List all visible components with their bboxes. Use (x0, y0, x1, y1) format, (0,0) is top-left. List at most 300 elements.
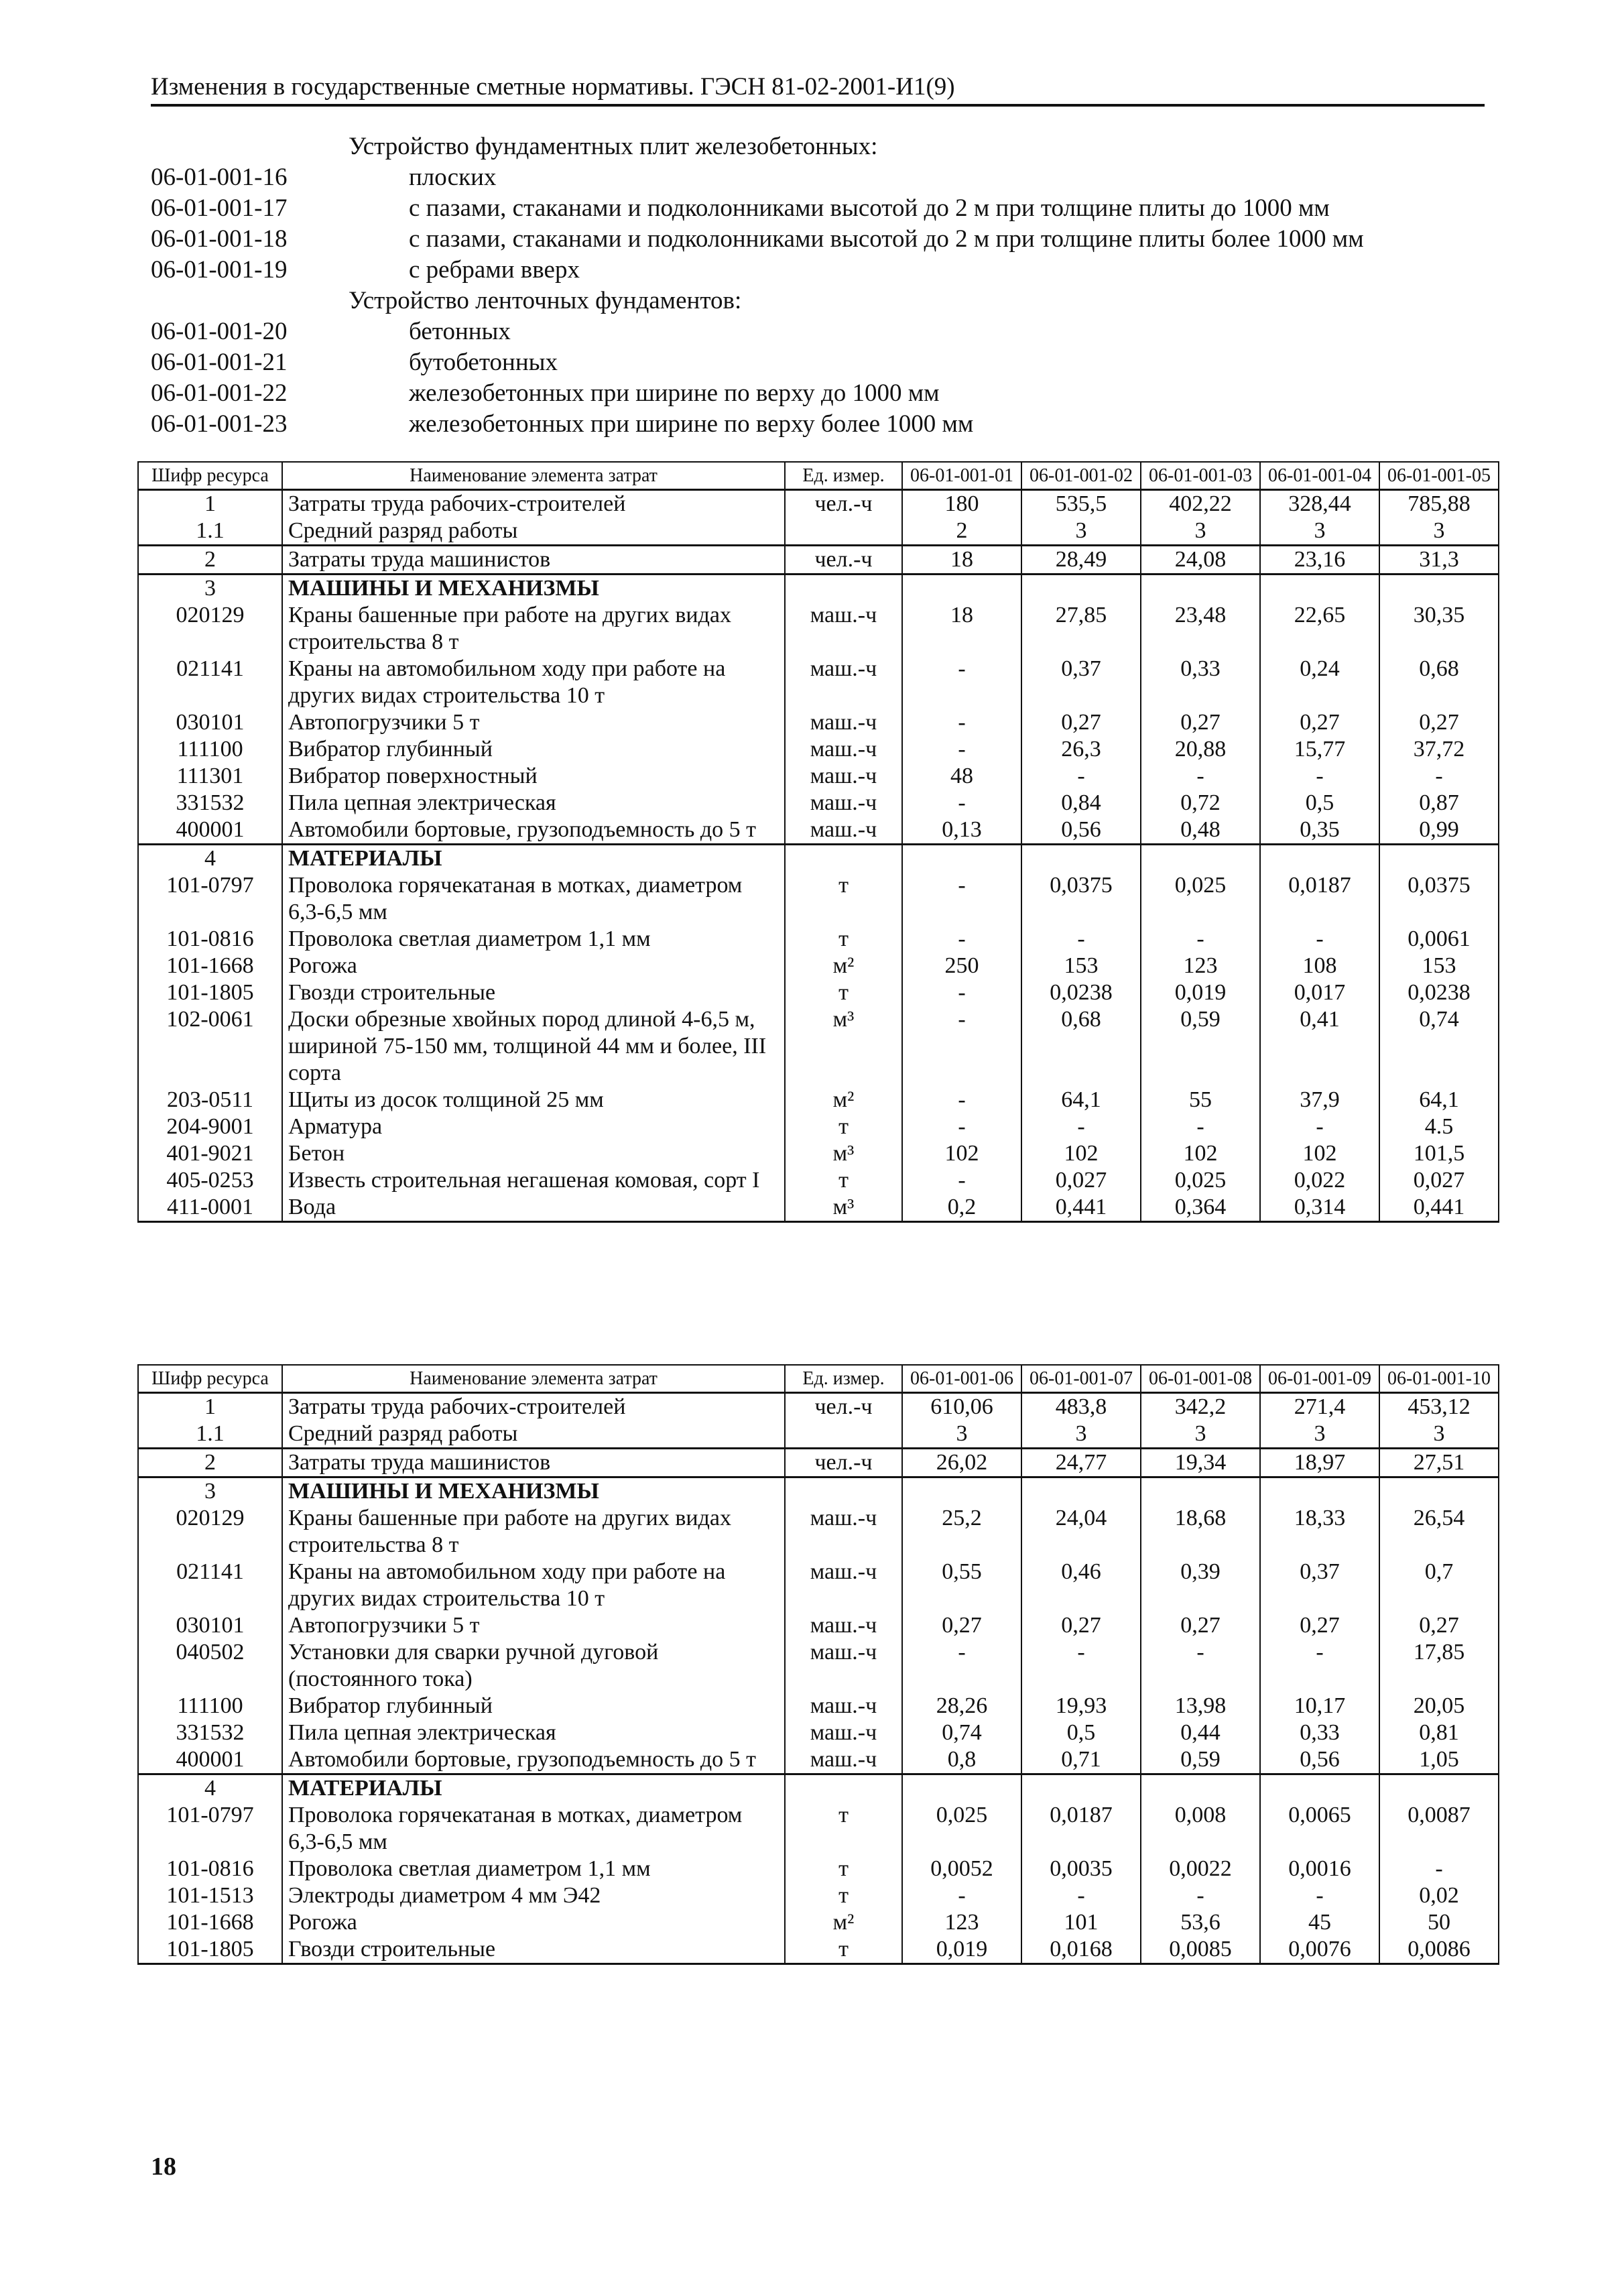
value-cell: 26,54 (1379, 1505, 1499, 1559)
value-cell: 20,88 (1141, 736, 1260, 763)
unit-cell: маш.-ч (785, 1693, 902, 1719)
unit-cell: маш.-ч (785, 790, 902, 817)
resource-code-cell: 405-0253 (138, 1167, 282, 1194)
value-cell: 0,37 (1021, 656, 1141, 709)
code-row-code: 06-01-001-18 (151, 225, 288, 253)
value-cell: 0,74 (1379, 1006, 1499, 1087)
value-cell: 3 (1260, 1421, 1379, 1449)
value-cell: 13,98 (1141, 1693, 1260, 1719)
table-row (138, 979, 1499, 1006)
resource-code-cell: 101-0816 (138, 1856, 282, 1882)
value-cell: 30,35 (1379, 602, 1499, 656)
value-cell: - (902, 872, 1021, 926)
cost-element-cell: Автомобили бортовые, грузоподъемность до 5 т (282, 817, 785, 845)
column-header: Ед. измер. (785, 1365, 902, 1393)
resource-code-cell: 020129 (138, 1505, 282, 1559)
unit-cell: маш.-ч (785, 817, 902, 845)
column-header: Наименование элемента затрат (282, 462, 785, 490)
table-header-row (138, 462, 1499, 490)
table-row (138, 1393, 1499, 1421)
value-cell: 0,0087 (1379, 1802, 1499, 1856)
cost-element-cell: Гвозди строительные (282, 979, 785, 1006)
table-row (138, 1194, 1499, 1222)
value-cell (1021, 845, 1141, 873)
value-cell (1141, 575, 1260, 603)
resource-code-cell: 4 (138, 1774, 282, 1803)
resource-code-cell: 101-0816 (138, 926, 282, 953)
value-cell: 0,37 (1260, 1559, 1379, 1612)
table-row (138, 1719, 1499, 1746)
value-cell: 0,0065 (1260, 1802, 1379, 1856)
unit-cell: т (785, 1802, 902, 1856)
value-cell: 0,019 (902, 1936, 1021, 1964)
unit-cell: чел.-ч (785, 1393, 902, 1421)
table-row (138, 1936, 1499, 1964)
cost-element-cell: Электроды диаметром 4 мм Э42 (282, 1882, 785, 1909)
value-cell: - (1021, 926, 1141, 953)
cost-element-cell: Установки для сварки ручной дуговой (постоянного тока) (282, 1639, 785, 1693)
code-row-code: 06-01-001-20 (151, 318, 288, 345)
code-row (151, 132, 1491, 163)
value-cell: 18 (902, 546, 1021, 575)
unit-cell: маш.-ч (785, 1719, 902, 1746)
table-row (138, 817, 1499, 845)
code-row-desc: железобетонных при ширине по верху более 1000 мм (409, 410, 974, 438)
cost-element-cell: МАТЕРИАЛЫ (282, 845, 785, 873)
cost-element-cell: Краны на автомобильном ходу при работе на других видах строительства 10 т (282, 1559, 785, 1612)
value-cell: 18,97 (1260, 1449, 1379, 1477)
value-cell (1260, 1477, 1379, 1506)
table-row (138, 953, 1499, 979)
cost-element-cell: Автомобили бортовые, грузоподъемность до 5 т (282, 1746, 785, 1774)
value-cell (902, 1477, 1021, 1506)
unit-cell: маш.-ч (785, 1559, 902, 1612)
unit-cell: м² (785, 1909, 902, 1936)
value-cell: 0,68 (1379, 656, 1499, 709)
unit-cell: т (785, 1882, 902, 1909)
value-cell: 26,3 (1021, 736, 1141, 763)
cost-element-cell: Затраты труда машинистов (282, 1449, 785, 1477)
page-number: 18 (151, 2153, 176, 2181)
resource-code-cell: 203-0511 (138, 1087, 282, 1113)
column-header: Ед. измер. (785, 462, 902, 490)
value-cell (1379, 845, 1499, 873)
resource-code-cell: 101-0797 (138, 872, 282, 926)
table-row (138, 1113, 1499, 1140)
unit-cell: м³ (785, 1140, 902, 1167)
code-row-desc: с ребрами вверх (409, 256, 580, 284)
value-cell: 0,13 (902, 817, 1021, 845)
cost-element-cell: Средний разряд работы (282, 518, 785, 546)
resource-code-cell: 101-1805 (138, 979, 282, 1006)
value-cell: 0,27 (1379, 1612, 1499, 1639)
value-cell: 0,84 (1021, 790, 1141, 817)
table-row (138, 790, 1499, 817)
value-cell: 0,008 (1141, 1802, 1260, 1856)
column-header: Наименование элемента затрат (282, 1365, 785, 1393)
value-cell: 2 (902, 518, 1021, 546)
value-cell: 0,72 (1141, 790, 1260, 817)
column-header: 06-01-001-01 (902, 462, 1021, 490)
table-row (138, 1774, 1499, 1803)
value-cell: 31,3 (1379, 546, 1499, 575)
value-cell: 28,26 (902, 1693, 1021, 1719)
value-cell: - (902, 1167, 1021, 1194)
column-header: Шифр ресурса (138, 1365, 282, 1393)
value-cell (1260, 1774, 1379, 1803)
value-cell: 3 (1379, 518, 1499, 546)
value-cell: - (1141, 1113, 1260, 1140)
cost-element-cell: Проволока светлая диаметром 1,1 мм (282, 1856, 785, 1882)
unit-cell: маш.-ч (785, 1746, 902, 1774)
resource-code-cell: 331532 (138, 1719, 282, 1746)
value-cell: 3 (902, 1421, 1021, 1449)
cost-element-cell: МАШИНЫ И МЕХАНИЗМЫ (282, 1477, 785, 1506)
unit-cell: м² (785, 1087, 902, 1113)
resource-code-cell: 021141 (138, 656, 282, 709)
code-row-title: Устройство фундаментных плит железобетонных: (349, 133, 878, 160)
column-header: 06-01-001-07 (1021, 1365, 1141, 1393)
code-row (151, 348, 1491, 379)
value-cell: - (1021, 763, 1141, 790)
table-row (138, 1421, 1499, 1449)
resource-code-cell: 030101 (138, 1612, 282, 1639)
value-cell: 102 (1260, 1140, 1379, 1167)
value-cell: 3 (1379, 1421, 1499, 1449)
value-cell: 22,65 (1260, 602, 1379, 656)
value-cell: 24,08 (1141, 546, 1260, 575)
code-row-title: Устройство ленточных фундаментов: (349, 287, 742, 314)
code-row-desc: железобетонных при ширине по верху до 1000 мм (409, 379, 940, 407)
value-cell: 0,27 (1260, 1612, 1379, 1639)
value-cell: 24,04 (1021, 1505, 1141, 1559)
code-row-desc: с пазами, стаканами и подколонниками высотой до 2 м при толщине плиты более 1000 мм (409, 225, 1364, 253)
value-cell: 0,0085 (1141, 1936, 1260, 1964)
value-cell: - (902, 926, 1021, 953)
unit-cell: маш.-ч (785, 763, 902, 790)
value-cell: 0,022 (1260, 1167, 1379, 1194)
code-row (151, 255, 1491, 286)
cost-element-cell: МАШИНЫ И МЕХАНИЗМЫ (282, 575, 785, 603)
value-cell: 785,88 (1379, 490, 1499, 518)
resource-code-cell: 101-0797 (138, 1802, 282, 1856)
value-cell: 0,027 (1379, 1167, 1499, 1194)
unit-cell: маш.-ч (785, 1612, 902, 1639)
value-cell: 28,49 (1021, 546, 1141, 575)
value-cell: 0,68 (1021, 1006, 1141, 1087)
code-row (151, 317, 1491, 348)
unit-cell (785, 518, 902, 546)
value-cell: - (1141, 763, 1260, 790)
value-cell (1021, 1774, 1141, 1803)
table-row (138, 926, 1499, 953)
cost-element-cell: Вибратор глубинный (282, 736, 785, 763)
value-cell (1379, 1477, 1499, 1506)
value-cell: 0,5 (1260, 790, 1379, 817)
table-row (138, 1449, 1499, 1477)
value-cell: 0,0052 (902, 1856, 1021, 1882)
value-cell: 402,22 (1141, 490, 1260, 518)
value-cell: - (1260, 1882, 1379, 1909)
resource-code-cell: 101-1805 (138, 1936, 282, 1964)
value-cell: - (1379, 1856, 1499, 1882)
value-cell (1379, 575, 1499, 603)
value-cell: - (1260, 763, 1379, 790)
cost-element-cell: Автопогрузчики 5 т (282, 709, 785, 736)
value-cell: 0,8 (902, 1746, 1021, 1774)
value-cell: - (902, 979, 1021, 1006)
table-row (138, 1006, 1499, 1087)
table-row (138, 709, 1499, 736)
unit-cell (785, 1421, 902, 1449)
value-cell: 3 (1021, 1421, 1141, 1449)
value-cell: - (902, 790, 1021, 817)
table-row (138, 1477, 1499, 1506)
value-cell: 18 (902, 602, 1021, 656)
value-cell: - (902, 1882, 1021, 1909)
value-cell: 0,81 (1379, 1719, 1499, 1746)
resource-code-cell: 040502 (138, 1639, 282, 1693)
table-row (138, 763, 1499, 790)
value-cell (1379, 1774, 1499, 1803)
value-cell: - (1141, 1639, 1260, 1693)
resource-code-cell: 204-9001 (138, 1113, 282, 1140)
resource-code-cell: 102-0061 (138, 1006, 282, 1087)
resource-code-cell: 1.1 (138, 1421, 282, 1449)
column-header: 06-01-001-06 (902, 1365, 1021, 1393)
value-cell: 610,06 (902, 1393, 1021, 1421)
cost-element-cell: Вода (282, 1194, 785, 1222)
cost-element-cell: Известь строительная негашеная комовая, сорт I (282, 1167, 785, 1194)
table-row (138, 602, 1499, 656)
table-row (138, 546, 1499, 575)
cost-element-cell: Краны башенные при работе на других видах строительства 8 т (282, 602, 785, 656)
value-cell: 0,27 (1141, 1612, 1260, 1639)
value-cell: 0,0022 (1141, 1856, 1260, 1882)
code-row (151, 194, 1491, 225)
value-cell: 101,5 (1379, 1140, 1499, 1167)
value-cell: 50 (1379, 1909, 1499, 1936)
table-row (138, 1856, 1499, 1882)
unit-cell: маш.-ч (785, 1639, 902, 1693)
value-cell: 153 (1379, 953, 1499, 979)
value-cell: 0,39 (1141, 1559, 1260, 1612)
value-cell: 3 (1021, 518, 1141, 546)
value-cell: 23,16 (1260, 546, 1379, 575)
code-row-code: 06-01-001-23 (151, 410, 288, 438)
value-cell: 0,56 (1260, 1746, 1379, 1774)
value-cell: 0,0076 (1260, 1936, 1379, 1964)
table-header-row (138, 1365, 1499, 1393)
value-cell: 0,0187 (1260, 872, 1379, 926)
value-cell: 0,0086 (1379, 1936, 1499, 1964)
resource-code-cell: 1 (138, 490, 282, 518)
value-cell: - (902, 656, 1021, 709)
value-cell: 18,33 (1260, 1505, 1379, 1559)
value-cell: 64,1 (1379, 1087, 1499, 1113)
value-cell: 0,017 (1260, 979, 1379, 1006)
value-cell: - (902, 1006, 1021, 1087)
value-cell: 19,34 (1141, 1449, 1260, 1477)
value-cell: 0,0168 (1021, 1936, 1141, 1964)
value-cell: 0,27 (902, 1612, 1021, 1639)
resource-code-cell: 401-9021 (138, 1140, 282, 1167)
value-cell: 0,0035 (1021, 1856, 1141, 1882)
value-cell: 342,2 (1141, 1393, 1260, 1421)
value-cell: 0,87 (1379, 790, 1499, 817)
code-row-code: 06-01-001-17 (151, 194, 288, 222)
unit-cell: т (785, 1856, 902, 1882)
value-cell: 0,0238 (1021, 979, 1141, 1006)
table-row (138, 1693, 1499, 1719)
table-row (138, 1087, 1499, 1113)
resource-code-cell: 020129 (138, 602, 282, 656)
unit-cell: т (785, 926, 902, 953)
value-cell: 27,51 (1379, 1449, 1499, 1477)
value-cell: 0,314 (1260, 1194, 1379, 1222)
value-cell: 102 (902, 1140, 1021, 1167)
value-cell: 0,55 (902, 1559, 1021, 1612)
cost-element-cell: Затраты труда рабочих-строителей (282, 490, 785, 518)
value-cell: 37,9 (1260, 1087, 1379, 1113)
unit-cell: маш.-ч (785, 736, 902, 763)
value-cell: 26,02 (902, 1449, 1021, 1477)
value-cell: 0,27 (1260, 709, 1379, 736)
resource-code-cell: 111100 (138, 1693, 282, 1719)
unit-cell: чел.-ч (785, 1449, 902, 1477)
code-row-code: 06-01-001-21 (151, 349, 288, 376)
unit-cell: т (785, 1113, 902, 1140)
value-cell: 0,0375 (1021, 872, 1141, 926)
column-header: Шифр ресурса (138, 462, 282, 490)
unit-cell: т (785, 872, 902, 926)
resource-code-cell: 101-1668 (138, 1909, 282, 1936)
code-row (151, 163, 1491, 194)
unit-cell: маш.-ч (785, 709, 902, 736)
column-header: 06-01-001-05 (1379, 462, 1499, 490)
unit-cell: маш.-ч (785, 1505, 902, 1559)
value-cell: 0,441 (1379, 1194, 1499, 1222)
resource-code-cell: 4 (138, 845, 282, 873)
value-cell: 0,33 (1260, 1719, 1379, 1746)
resource-table-1 (137, 461, 1499, 1223)
value-cell: 0,24 (1260, 656, 1379, 709)
value-cell: 0,5 (1021, 1719, 1141, 1746)
value-cell (902, 1774, 1021, 1803)
value-cell: 153 (1021, 953, 1141, 979)
cost-element-cell: Рогожа (282, 1909, 785, 1936)
value-cell (1021, 575, 1141, 603)
table-row (138, 736, 1499, 763)
value-cell (1260, 845, 1379, 873)
value-cell: 3 (1141, 1421, 1260, 1449)
unit-cell: м² (785, 953, 902, 979)
value-cell: 483,8 (1021, 1393, 1141, 1421)
value-cell: 0,46 (1021, 1559, 1141, 1612)
value-cell: - (902, 1087, 1021, 1113)
value-cell: 24,77 (1021, 1449, 1141, 1477)
value-cell: 17,85 (1379, 1639, 1499, 1693)
value-cell: - (1260, 1639, 1379, 1693)
table-row (138, 1882, 1499, 1909)
table-row (138, 1639, 1499, 1693)
cost-element-cell: Краны на автомобильном ходу при работе на других видах строительства 10 т (282, 656, 785, 709)
value-cell: - (902, 1639, 1021, 1693)
value-cell (1141, 1477, 1260, 1506)
unit-cell: т (785, 1167, 902, 1194)
value-cell: 1,05 (1379, 1746, 1499, 1774)
resource-code-cell: 101-1513 (138, 1882, 282, 1909)
unit-cell: чел.-ч (785, 490, 902, 518)
value-cell: 53,6 (1141, 1909, 1260, 1936)
table-row (138, 1559, 1499, 1612)
code-row-desc: с пазами, стаканами и подколонниками высотой до 2 м при толщине плиты до 1000 мм (409, 194, 1330, 222)
codes-block (151, 132, 1491, 440)
resource-table-2 (137, 1364, 1499, 1965)
value-cell: 64,1 (1021, 1087, 1141, 1113)
value-cell: 0,0016 (1260, 1856, 1379, 1882)
cost-element-cell: Краны башенные при работе на других видах строительства 8 т (282, 1505, 785, 1559)
unit-cell (785, 575, 902, 603)
value-cell: 0,025 (902, 1802, 1021, 1856)
value-cell: 0,0187 (1021, 1802, 1141, 1856)
table-row (138, 1505, 1499, 1559)
cost-element-cell: Проволока горячекатаная в мотках, диаметром 6,3-6,5 мм (282, 1802, 785, 1856)
value-cell: 37,72 (1379, 736, 1499, 763)
value-cell (902, 845, 1021, 873)
value-cell: 0,027 (1021, 1167, 1141, 1194)
code-row-code: 06-01-001-22 (151, 379, 288, 407)
value-cell: 0,59 (1141, 1746, 1260, 1774)
value-cell: 0,27 (1021, 1612, 1141, 1639)
table-row (138, 656, 1499, 709)
code-row (151, 379, 1491, 410)
value-cell: - (1021, 1113, 1141, 1140)
value-cell: 101 (1021, 1909, 1141, 1936)
unit-cell: маш.-ч (785, 656, 902, 709)
value-cell: 10,17 (1260, 1693, 1379, 1719)
value-cell: - (902, 709, 1021, 736)
value-cell: 23,48 (1141, 602, 1260, 656)
value-cell: - (902, 1113, 1021, 1140)
value-cell: 123 (902, 1909, 1021, 1936)
value-cell: 0,33 (1141, 656, 1260, 709)
code-row (151, 410, 1491, 440)
cost-element-cell: Рогожа (282, 953, 785, 979)
code-row-desc: плоских (409, 164, 497, 191)
resource-code-cell: 021141 (138, 1559, 282, 1612)
cost-element-cell: Вибратор поверхностный (282, 763, 785, 790)
table-row (138, 845, 1499, 873)
cost-element-cell: Автопогрузчики 5 т (282, 1612, 785, 1639)
value-cell: 3 (1260, 518, 1379, 546)
value-cell: 102 (1141, 1140, 1260, 1167)
value-cell: 0,025 (1141, 872, 1260, 926)
cost-element-cell: Пила цепная электрическая (282, 1719, 785, 1746)
cost-element-cell: Затраты труда рабочих-строителей (282, 1393, 785, 1421)
value-cell: - (1141, 926, 1260, 953)
resource-code-cell: 2 (138, 546, 282, 575)
cost-element-cell: МАТЕРИАЛЫ (282, 1774, 785, 1803)
cost-element-cell: Пила цепная электрическая (282, 790, 785, 817)
value-cell: 271,4 (1260, 1393, 1379, 1421)
value-cell: 3 (1141, 518, 1260, 546)
cost-element-cell: Средний разряд работы (282, 1421, 785, 1449)
table-row (138, 1802, 1499, 1856)
value-cell: 453,12 (1379, 1393, 1499, 1421)
value-cell: 180 (902, 490, 1021, 518)
value-cell: 0,27 (1379, 709, 1499, 736)
